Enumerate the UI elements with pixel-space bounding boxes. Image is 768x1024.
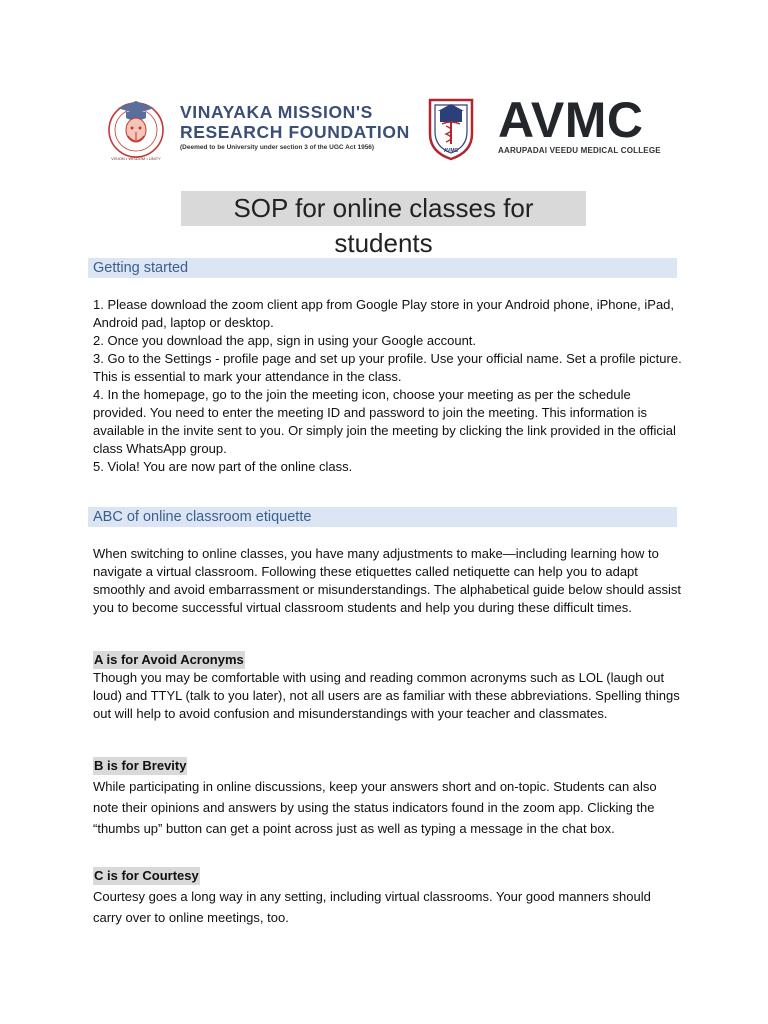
vmrf-deemed-note: (Deemed to be University under section 3 of the UGC Act 1956) <box>180 144 375 151</box>
avmc-wordmark <box>498 94 668 155</box>
item-title-a: A is for Avoid Acronyms <box>94 652 244 667</box>
avmc-name: AVMC <box>498 92 644 148</box>
step-item: 2. Once you download the app, sign in using your Google account. <box>93 333 477 348</box>
crest-label: AVMC <box>443 148 459 154</box>
step-item: 3. Go to the Settings - profile page and set up your profile. Use your official name. Set a profile picture. This is essential to mark your attendance in the class. <box>93 351 682 384</box>
step-item: 1. Please download the zoom client app from Google Play store in your Android phone, iPhone, iPad, Android pad, laptop or desktop. <box>93 297 675 330</box>
item-text-a: Though you may be comfortable with using and reading common acronyms such as LOL (laugh out loud) and TTYL (talk to you later), not all users are as familiar with these abbreviations. Spelling things out will help to avoid confusion and misunderstandings with your teacher and classmates. <box>93 670 680 721</box>
page-title: SOP for online classes for students <box>181 191 586 226</box>
item-text-c: Courtesy goes a long way in any setting, including virtual classrooms. Your good manners should carry over to online meetings, too. <box>93 889 651 925</box>
emblem-motto: VISION • WISDOM • UNITY <box>111 156 161 161</box>
item-title-b: B is for Brevity <box>94 758 187 773</box>
vmrf-emblem-icon <box>104 96 172 162</box>
section-heading-etiquette: ABC of online classroom etiquette <box>88 507 677 527</box>
step-item: 4. In the homepage, go to the join the meeting icon, choose your meeting as per the schedule provided. You need to enter the meeting ID and password to join the meeting. This information is available in the invite sent to you. Or simply join the meeting by clicking the link provided in the official class WhatsApp group. <box>93 387 676 456</box>
etiquette-intro: When switching to online classes, you have many adjustments to make—including learning how to navigate a virtual classroom. Following these etiquettes called netiquette can help you to adapt smoothly and avoid embarrassment or misunderstandings. The alphabetical guide below should assist you to become successful virtual classroom students and help you during these difficult times. <box>93 546 681 615</box>
vmrf-name-line1: VINAYAKA MISSION'S <box>180 102 373 122</box>
item-text-b: While participating in online discussions, keep your answers short and on-topic. Students can also note their opinions and answers by using the status indicators found in the zoom app. Clicking the “thumbs up” button can get a point across just as well as typing a message in the chat box. <box>93 779 657 836</box>
step-item: 5. Viola! You are now part of the online class. <box>93 459 353 474</box>
avmc-full-name: AARUPADAI VEEDU MEDICAL COLLEGE <box>498 146 661 155</box>
vmrf-name-line2: RESEARCH FOUNDATION <box>180 122 410 142</box>
item-title-c: C is for Courtesy <box>94 868 199 883</box>
getting-started-steps <box>93 296 683 476</box>
vmrf-wordmark <box>180 102 420 151</box>
header-logos <box>100 94 670 168</box>
section-heading-getting-started: Getting started <box>88 258 677 278</box>
avmc-crest-icon <box>426 96 476 162</box>
